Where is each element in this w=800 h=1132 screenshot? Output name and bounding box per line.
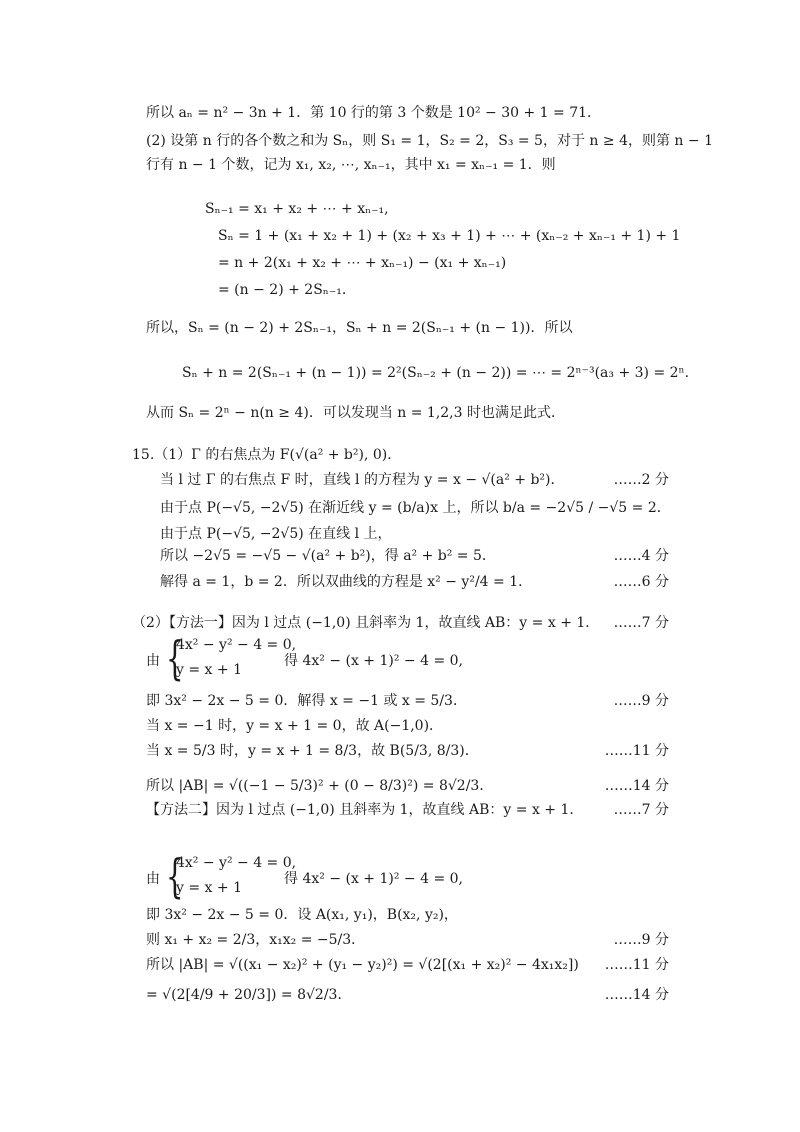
text-line: 行有 n − 1 个数，记为 x₁, x₂, ⋯, xₙ₋₁，其中 x₁ = xₙ₋₁ = 1．则 [146, 157, 556, 173]
system-row: y = x + 1 [176, 880, 242, 896]
text-line: 当 l 过 Γ 的右焦点 F 时，直线 l 的方程为 y = x − √(a² + b²)． [160, 472, 565, 488]
text-line: 由于点 P(−√5, −2√5) 在渐近线 y = (b/a)x 上，所以 b/a = −2√5 / −√5 = 2． [160, 500, 671, 516]
text-line: 当 x = 5/3 时，y = x + 1 = 8/3，故 B(5/3, 8/3)． [146, 743, 479, 759]
text-line: 所以 aₙ = n² − 3n + 1．第 10 行的第 3 个数是 10² − 30 + 1 = 71． [146, 105, 602, 121]
equation-line: Sₙ = 1 + (x₁ + x₂ + 1) + (x₂ + x₃ + 1) + ⋯ + (xₙ₋₂ + xₙ₋₁ + 1) + 1 [218, 228, 681, 244]
score-mark: ……6 分 [613, 574, 669, 590]
equation-line: Sₙ + n = 2(Sₙ₋₁ + (n − 1)) = 2²(Sₙ₋₂ + (n − 2)) = ⋯ = 2ⁿ⁻³(a₃ + 3) = 2ⁿ. [182, 365, 690, 381]
text-line: = √(2[4/9 + 20/3]) = 8√2/3． [146, 987, 352, 1003]
text-line: 由于点 P(−√5, −2√5) 在直线 l 上， [160, 526, 392, 542]
text-line: 所以 −2√5 = −√5 − √(a² + b²)，得 a² + b² = 5． [160, 548, 496, 564]
left-brace: { [166, 631, 184, 685]
question-heading: 15.（1）Γ 的右焦点为 F(√(a² + b²), 0)． [132, 447, 402, 463]
system-row: y = x + 1 [176, 662, 242, 678]
score-mark: ……9 分 [613, 932, 669, 948]
score-mark: ……14 分 [604, 778, 669, 794]
text-line: 即 3x² − 2x − 5 = 0．设 A(x₁, y₁)，B(x₂, y₂)， [146, 907, 458, 923]
system-result: 得 4x² − (x + 1)² − 4 = 0, [284, 653, 463, 669]
score-mark: ……14 分 [604, 987, 669, 1003]
text-line: 从而 Sₙ = 2ⁿ − n(n ≥ 4)．可以发现当 n = 1,2,3 时也满足此式． [146, 405, 565, 421]
text-line: 即 3x² − 2x − 5 = 0．解得 x = −1 或 x = 5/3． [146, 693, 467, 709]
text-line: 所以 |AB| = √((−1 − 5/3)² + (0 − 8/3)²) = 8√2/3． [146, 778, 494, 794]
equation-line: = (n − 2) + 2Sₙ₋₁. [218, 282, 347, 298]
text-line: 所以 |AB| = √((x₁ − x₂)² + (y₁ − y₂)²) = √(2[(x₁ + x₂)² − 4x₁x₂]) [146, 957, 579, 973]
text-line: 当 x = −1 时，y = x + 1 = 0，故 A(−1,0)． [146, 718, 444, 734]
left-brace: { [166, 849, 184, 903]
text-line: 所以，Sₙ = (n − 2) + 2Sₙ₋₁，Sₙ + n = 2(Sₙ₋₁ + (n − 1))．所以 [146, 320, 573, 336]
system-row: 4x² − y² − 4 = 0, [176, 855, 297, 871]
score-mark: ……11 分 [604, 957, 669, 973]
score-mark: ……11 分 [604, 743, 669, 759]
score-mark: ……7 分 [613, 615, 669, 631]
score-mark: ……9 分 [613, 693, 669, 709]
method-two-heading: 【方法二】因为 l 过点 (−1,0) 且斜率为 1，故直线 AB：y = x + 1． [146, 802, 584, 818]
system-prefix: 由 [146, 653, 160, 669]
equation-line: = n + 2(x₁ + x₂ + ⋯ + xₙ₋₁) − (x₁ + xₙ₋₁) [218, 255, 507, 271]
text-line: (2) 设第 n 行的各个数之和为 Sₙ，则 S₁ = 1，S₂ = 2，S₃ = 5，对于 n ≥ 4，则第 n − 1 [146, 133, 713, 149]
text-line: 则 x₁ + x₂ = 2/3，x₁x₂ = −5/3． [146, 932, 366, 948]
equation-line: Sₙ₋₁ = x₁ + x₂ + ⋯ + xₙ₋₁, [205, 201, 389, 217]
score-mark: ……4 分 [613, 548, 669, 564]
text-line: 解得 a = 1，b = 2．所以双曲线的方程是 x² − y²/4 = 1． [160, 574, 533, 590]
system-result: 得 4x² − (x + 1)² − 4 = 0, [284, 871, 463, 887]
system-prefix: 由 [146, 871, 160, 887]
score-mark: ……2 分 [613, 472, 669, 488]
system-row: 4x² − y² − 4 = 0, [176, 637, 297, 653]
score-mark: ……7 分 [613, 802, 669, 818]
method-one-heading: （2）【方法一】因为 l 过点 (−1,0) 且斜率为 1，故直线 AB：y = x + 1． [132, 615, 600, 631]
